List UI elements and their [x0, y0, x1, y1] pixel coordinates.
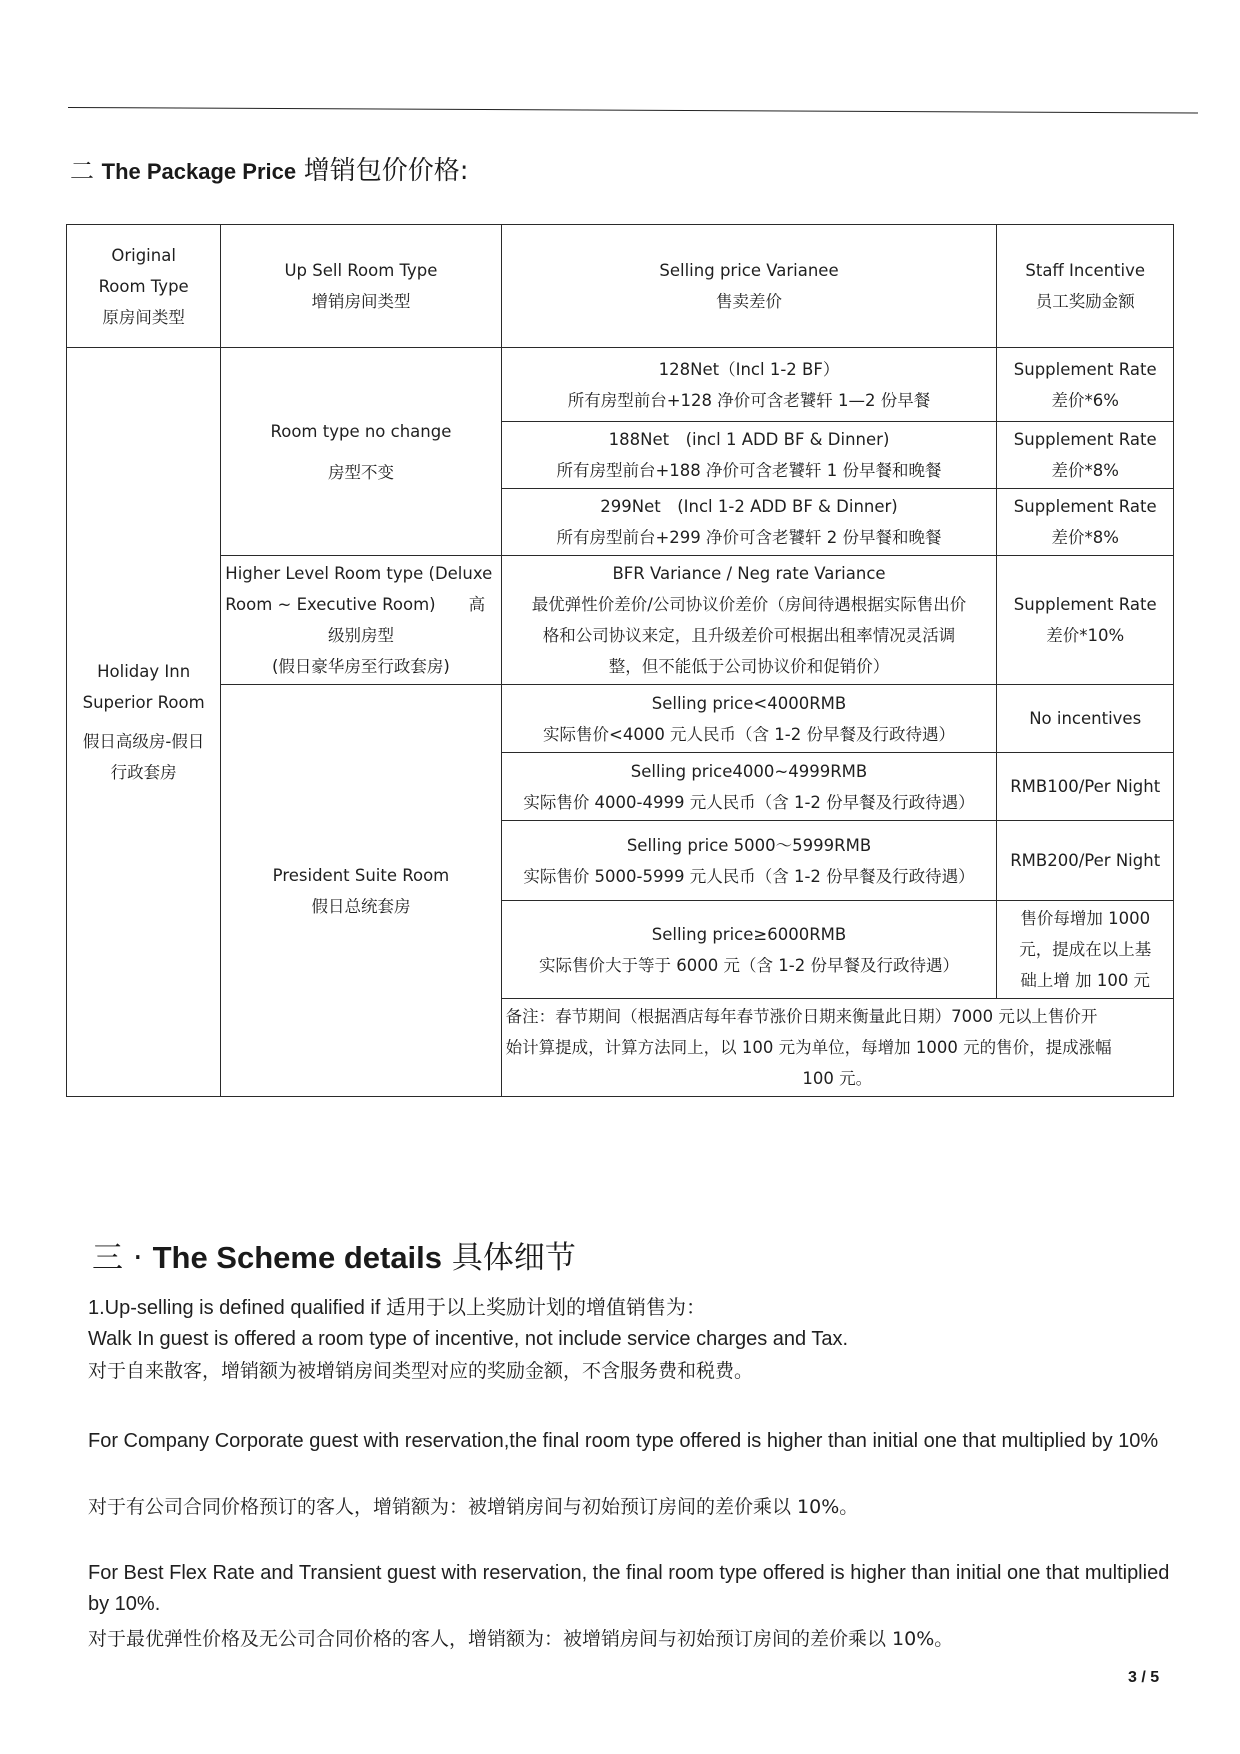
section-2-heading	[70, 150, 469, 187]
original-room-cell: Holiday Inn Superior Room 假日高级房-假日 行政套房	[67, 348, 221, 1097]
header-staff-incentive: Staff Incentive 员工奖励金额	[997, 225, 1174, 348]
section-title-cn: 具体细节	[451, 1240, 576, 1276]
table-row	[67, 685, 1174, 753]
top-rule	[68, 107, 1198, 114]
incentive-cell: Supplement Rate 差价*8%	[997, 422, 1174, 489]
section-title-en: The Package Price	[101, 159, 297, 184]
president-suite-cell: President Suite Room 假日总统套房	[221, 685, 501, 1097]
variance-cell: Selling price≥6000RMB 实际售价大于等于 6000 元（含 1-2 份早餐及行政待遇）	[501, 901, 997, 999]
walk-in-paragraph-cn: 对于自来散客，增销额为被增销房间类型对应的奖励金额，不含服务费和税费。	[88, 1360, 754, 1382]
variance-cell: Selling price<4000RMB 实际售价<4000 元人民币（含 1-2 份早餐及行政待遇）	[501, 685, 997, 753]
package-price-table	[66, 224, 1174, 1097]
section-3-heading	[92, 1232, 576, 1277]
header-original-room-type: Original Room Type 原房间类型	[67, 225, 221, 348]
section-number: 三 ·	[92, 1240, 143, 1276]
room-type-no-change-cell: Room type no change 房型不变	[221, 348, 501, 556]
variance-cell: 299Net (Incl 1-2 ADD BF & Dinner) 所有房型前台+299 净价可含老饕轩 2 份早餐和晚餐	[501, 489, 997, 556]
variance-cell: Selling price4000~4999RMB 实际售价 4000-4999 元人民币（含 1-2 份早餐及行政待遇）	[501, 753, 997, 821]
incentive-cell: Supplement Rate 差价*10%	[997, 556, 1174, 685]
page-number: 3 / 5	[1128, 1669, 1160, 1686]
table-row	[67, 348, 1174, 422]
scheme-intro: 1.Up-selling is defined qualified if 适用于以上奖励计划的增值销售为：	[88, 1295, 706, 1319]
higher-level-room-cell: Higher Level Room type (Deluxe Room ~ Executive Room) 高 级别房型 (假日豪华房至行政套房)	[221, 556, 501, 685]
table-header-row	[67, 225, 1174, 348]
incentive-cell: RMB200/Per Night	[997, 821, 1174, 901]
best-flex-paragraph-cn: 对于最优弹性价格及无公司合同价格的客人，增销额为：被增销房间与初始预订房间的差价乘以 10%。	[88, 1628, 954, 1650]
table-row	[67, 556, 1174, 685]
incentive-cell: No incentives	[997, 685, 1174, 753]
best-flex-paragraph-en: For Best Flex Rate and Transient guest with reservation, the final room type offered is higher than initial one that multiplied by 10%.	[88, 1562, 1170, 1615]
variance-cell: 188Net (incl 1 ADD BF & Dinner) 所有房型前台+188 净价可含老饕轩 1 份早餐和晚餐	[501, 422, 997, 489]
section-number: 二	[70, 157, 94, 185]
header-upsell-room-type: Up Sell Room Type 增销房间类型	[221, 225, 501, 348]
variance-cell: BFR Variance / Neg rate Variance 最优弹性价差价/公司协议价差价（房间待遇根据实际售出价 格和公司协议来定，且升级差价可根据出租率情况灵活调 整，但不能低于公司协议价和促销价）	[501, 556, 997, 685]
section-title-en: The Scheme details	[152, 1240, 443, 1275]
incentive-cell: 售价每增加 1000 元，提成在以上基 础上增 加 100 元	[997, 901, 1174, 999]
corporate-paragraph-cn: 对于有公司合同价格预订的客人，增销额为：被增销房间与初始预订房间的差价乘以 10%。	[88, 1496, 859, 1518]
incentive-cell: Supplement Rate 差价*6%	[997, 348, 1174, 422]
note-cell: 备注：春节期间（根据酒店每年春节涨价日期来衡量此日期）7000 元以上售价开 始计算提成，计算方法同上，以 100 元为单位，每增加 1000 元的售价，提成涨幅 100 元。	[501, 999, 1173, 1097]
incentive-cell: Supplement Rate 差价*8%	[997, 489, 1174, 556]
corporate-paragraph-en: For Company Corporate guest with reservation,the final room type offered is higher than initial one that multiplied by 10%	[88, 1430, 1159, 1452]
section-title-cn: 增销包价价格:	[303, 156, 469, 186]
walk-in-paragraph-en: Walk In guest is offered a room type of incentive, not include service charges and Tax.	[88, 1328, 849, 1350]
incentive-cell: RMB100/Per Night	[997, 753, 1174, 821]
variance-cell: 128Net（Incl 1-2 BF） 所有房型前台+128 净价可含老饕轩 1—2 份早餐	[501, 348, 997, 422]
variance-cell: Selling price 5000～5999RMB 实际售价 5000-5999 元人民币（含 1-2 份早餐及行政待遇）	[501, 821, 997, 901]
header-selling-price-variance: Selling price Varianee 售卖差价	[501, 225, 997, 348]
